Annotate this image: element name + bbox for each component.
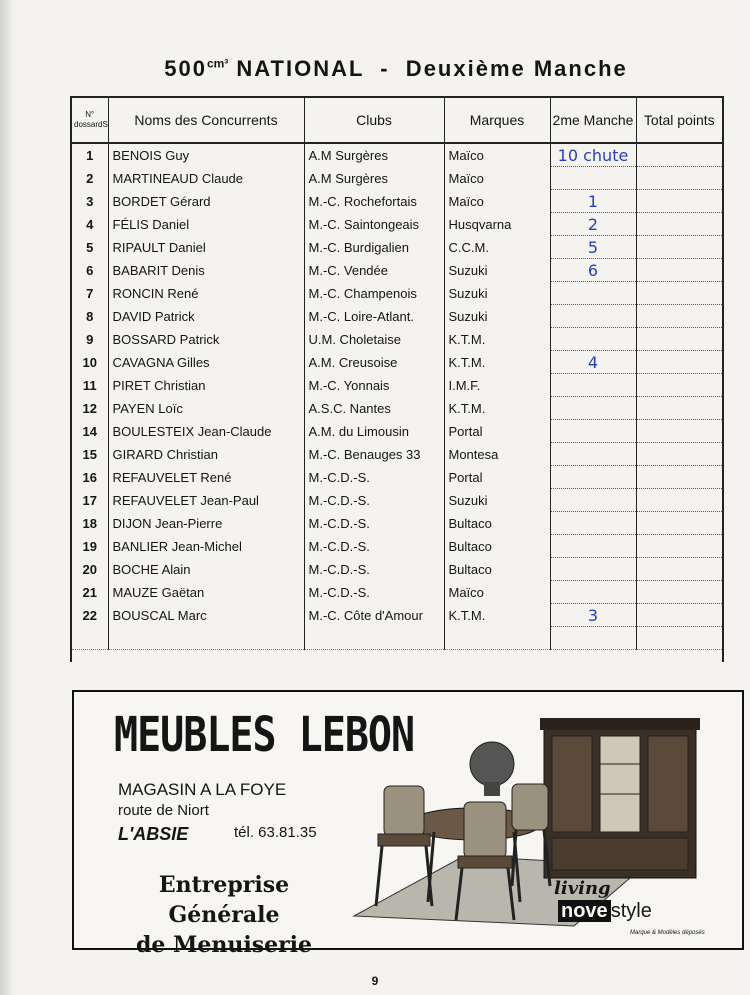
cell-manche [550,489,636,512]
cell-nom: REFAUVELET René [108,466,304,489]
cell-manche: 10 chute [550,143,636,167]
cell-nom: BABARIT Denis [108,259,304,282]
cell-marque: I.M.F. [444,374,550,397]
table-row [72,236,722,259]
cell-nom: MAUZE Gaëtan [108,581,304,604]
table-row [72,305,722,328]
table-blank-row [72,627,722,650]
cell-manche [550,397,636,420]
cell-total [636,397,722,420]
cell-club: A.S.C. Nantes [304,397,444,420]
cell-total [636,328,722,351]
cell-manche [550,328,636,351]
cell-dossard: 1 [86,147,94,163]
blank-cell [444,627,550,650]
cell-marque: Maïco [444,167,550,190]
cell-club: U.M. Choletaise [304,328,444,351]
cell-manche [550,558,636,581]
cell-nom: PAYEN Loïc [108,397,304,420]
cell-total [636,558,722,581]
cell-club: M.-C. Champenois [304,282,444,305]
cell-nom: BOULESTEIX Jean-Claude [108,420,304,443]
cell-club: M.-C.D.-S. [304,581,444,604]
cell-nom: FÉLIS Daniel [108,213,304,236]
cell-nom: BENOIS Guy [108,143,304,167]
blank-cell [108,627,304,650]
table-row [72,512,722,535]
cell-nom: REFAUVELET Jean-Paul [108,489,304,512]
cell-manche [550,374,636,397]
cell-dossard: 20 [82,561,97,577]
cell-total [636,236,722,259]
cell-marque: K.T.M. [444,328,550,351]
cell-dossard: 12 [82,400,97,416]
blank-cell [304,627,444,650]
ad-style: style [610,900,652,922]
cell-manche [550,443,636,466]
table-row [72,466,722,489]
ad-living: living [554,878,611,899]
cell-marque: K.T.M. [444,604,550,627]
cell-club: M.-C.D.-S. [304,535,444,558]
ad-road-line: route de Niort [118,802,209,819]
cell-club: A.M Surgères [304,143,444,167]
cell-club: M.-C. Côte d'Amour [304,604,444,627]
cell-dossard: 14 [82,423,97,439]
cell-nom: MARTINEAUD Claude [108,167,304,190]
header-total: Total points [636,98,722,143]
cell-marque: K.T.M. [444,351,550,374]
results-table [72,98,722,650]
ad-nove: nove [558,900,611,922]
ad-town: L'ABSIE [118,824,189,844]
furniture-illustration [344,706,704,928]
cell-marque: Montesa [444,443,550,466]
table-row [72,351,722,374]
cell-marque: C.C.M. [444,236,550,259]
cell-nom: RIPAULT Daniel [108,236,304,259]
cell-total [636,512,722,535]
cell-club: M.-C. Saintongeais [304,213,444,236]
cell-dossard: 19 [82,538,97,554]
cell-dossard: 3 [86,193,94,209]
table-row [72,282,722,305]
table-row [72,167,722,190]
cell-total [636,351,722,374]
cell-total [636,420,722,443]
cell-marque: Portal [444,420,550,443]
cell-club: M.-C. Burdigalien [304,236,444,259]
cell-total [636,466,722,489]
cell-club: M.-C.D.-S. [304,558,444,581]
cell-nom: BANLIER Jean-Michel [108,535,304,558]
table-row [72,489,722,512]
blank-cell [72,627,108,650]
ad-trademark-note: Marque & Modèles déposés [630,930,705,936]
cell-dossard: 11 [82,377,97,393]
cell-club: M.-C. Benauges 33 [304,443,444,466]
cell-marque: Bultaco [444,535,550,558]
cell-manche [550,305,636,328]
advertisement [72,690,744,958]
cell-total [636,581,722,604]
cell-club: A.M. Creusoise [304,351,444,374]
cell-dossard: 22 [82,607,97,623]
cell-dossard: 10 [82,354,97,370]
cell-dossard: 21 [82,584,97,600]
table-row [72,213,722,236]
cell-dossard: 15 [82,446,97,462]
table-row [72,604,722,627]
header-dossard: N° dossardS [72,98,108,143]
page-edge-shadow [0,0,14,995]
cell-nom: PIRET Christian [108,374,304,397]
blank-cell [636,627,722,650]
cell-total [636,604,722,627]
cell-nom: BOSSARD Patrick [108,328,304,351]
title-cc: 500 [164,56,207,81]
cell-marque: Suzuki [444,259,550,282]
table-row [72,558,722,581]
cell-dossard: 17 [82,492,97,508]
cell-total [636,167,722,190]
table-row [72,443,722,466]
cell-dossard: 18 [82,515,97,531]
cell-total [636,259,722,282]
cell-marque: Suzuki [444,305,550,328]
ad-phone: tél. 63.81.35 [234,824,317,841]
cell-manche: 5 [550,236,636,259]
cell-manche: 1 [550,190,636,213]
table-header-row [72,98,722,143]
table-row [72,190,722,213]
cell-marque: Maïco [444,143,550,167]
cell-marque: K.T.M. [444,397,550,420]
table-row [72,143,722,167]
header-manche: 2me Manche [550,98,636,143]
cell-manche [550,581,636,604]
cell-marque: Bultaco [444,512,550,535]
table-body [72,143,722,650]
cell-manche [550,466,636,489]
cell-dossard: 4 [86,216,94,232]
table-row [72,374,722,397]
results-table-frame [70,96,724,662]
cell-total [636,374,722,397]
blank-cell [550,627,636,650]
title-main: NATIONAL - Deuxième Manche [236,56,628,81]
cell-marque: Bultaco [444,558,550,581]
table-row [72,259,722,282]
cell-manche [550,167,636,190]
cell-club: M.-C. Yonnais [304,374,444,397]
cell-marque: Suzuki [444,282,550,305]
cell-marque: Husqvarna [444,213,550,236]
table-row [72,328,722,351]
cell-club: A.M Surgères [304,167,444,190]
cell-club: M.-C. Rochefortais [304,190,444,213]
cell-total [636,489,722,512]
header-noms: Noms des Concurrents [108,98,304,143]
cell-marque: Suzuki [444,489,550,512]
cell-nom: DIJON Jean-Pierre [108,512,304,535]
cell-manche: 2 [550,213,636,236]
cell-dossard: 7 [86,285,94,301]
cell-club: M.-C.D.-S. [304,466,444,489]
header-marques: Marques [444,98,550,143]
cell-manche [550,282,636,305]
cell-manche: 3 [550,604,636,627]
title-unit: cm³ [206,56,229,71]
ad-enterprise-line2: de Menuiserie [135,932,313,958]
table-row [72,535,722,558]
page-number: 9 [371,974,379,988]
cell-dossard: 8 [86,308,94,324]
cell-club: M.-C. Vendée [304,259,444,282]
cell-club: A.M. du Limousin [304,420,444,443]
cell-manche [550,512,636,535]
cell-dossard: 16 [82,469,97,485]
cell-total [636,305,722,328]
cell-total [636,443,722,466]
table-row [72,397,722,420]
table-row [72,581,722,604]
cell-club: M.-C.D.-S. [304,512,444,535]
cell-total [636,535,722,558]
cell-nom: BOUSCAL Marc [108,604,304,627]
cell-total [636,282,722,305]
cell-marque: Maïco [444,190,550,213]
cell-nom: GIRARD Christian [108,443,304,466]
header-clubs: Clubs [304,98,444,143]
page-title [72,56,720,82]
ad-enterprise [104,870,344,960]
cell-nom: DAVID Patrick [108,305,304,328]
ad-brand: MEUBLES LEBON [114,708,415,764]
cell-marque: Portal [444,466,550,489]
cell-nom: CAVAGNA Gilles [108,351,304,374]
ad-novestyle-logo [558,900,652,923]
cell-total [636,190,722,213]
cell-marque: Maïco [444,581,550,604]
cell-dossard: 6 [86,262,94,278]
cell-dossard: 9 [86,331,94,347]
cell-dossard: 2 [86,170,94,186]
cell-manche: 4 [550,351,636,374]
cell-nom: BORDET Gérard [108,190,304,213]
ad-enterprise-line1: Entreprise Générale [158,872,290,928]
cell-total [636,143,722,167]
cell-club: M.-C. Loire-Atlant. [304,305,444,328]
cell-manche [550,535,636,558]
cell-manche [550,420,636,443]
table-row [72,420,722,443]
cell-nom: RONCIN René [108,282,304,305]
cell-manche: 6 [550,259,636,282]
cell-dossard: 5 [86,239,94,255]
cell-club: M.-C.D.-S. [304,489,444,512]
cell-nom: BOCHE Alain [108,558,304,581]
cell-total [636,213,722,236]
ad-shop-line: MAGASIN A LA FOYE [118,780,287,799]
